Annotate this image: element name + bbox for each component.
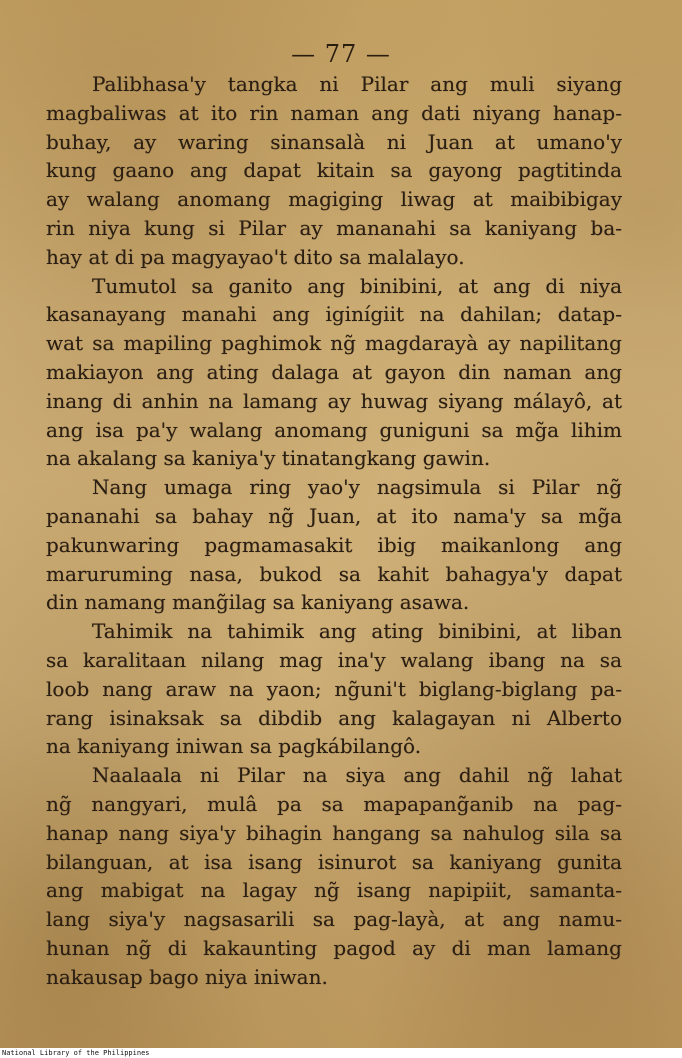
text-line: Tumutol sa ganito ang binibini, at ang di niya <box>92 273 622 298</box>
page-number: — 77 — <box>291 40 391 68</box>
footer-credit: National Library of the Philippines <box>2 1049 150 1057</box>
text-line: pananahi sa bahay ng̃ Juan, at ito nama'y sa mg̃a <box>46 503 622 528</box>
paragraph <box>46 473 622 617</box>
text-line: loob nang araw na yaon; ng̃uni't biglang-biglang pa- <box>46 676 622 701</box>
text-line: pakunwaring pagmamasakit ibig maikanlong ang <box>46 532 622 557</box>
text-line: ang mabigat na lagay ng̃ isang napipiit, samanta- <box>46 878 622 903</box>
text-line: rang isinaksak sa dibdib ang kalagayan ni Alberto <box>46 705 622 730</box>
paragraph <box>46 617 622 761</box>
paragraph <box>46 70 622 272</box>
text-line: lang siya'y nagsasarili sa pag-layà, at ang namu- <box>46 907 622 932</box>
text-line: ang isa pa'y walang anomang guniguni sa mg̃a lihim <box>46 417 622 442</box>
text-line: hay at di pa magyayao't dito sa malalayo. <box>46 244 465 269</box>
text-line: na kaniyang iniwan sa pagkábilangô. <box>46 734 422 759</box>
text-line: makiayon ang ating dalaga at gayon din naman ang <box>46 359 622 384</box>
text-line: ng̃ nangyari, mulâ pa sa mapapang̃anib na pag- <box>46 791 622 816</box>
text-line: hunan ng̃ di kakaunting pagod ay di man lamang <box>46 935 622 960</box>
text-line: hanap nang siya'y bihagin hangang sa nahulog sila sa <box>46 820 622 845</box>
text-line: kung gaano ang dapat kitain sa gayong pagtitinda <box>46 158 622 183</box>
text-line: bilanguan, at isa isang isinurot sa kaniyang gunita <box>46 849 622 874</box>
text-line: sa karalitaan nilang mag ina'y walang ibang na sa <box>46 647 622 672</box>
text-line: na akalang sa kaniya'y tinatangkang gawin. <box>46 446 491 471</box>
text-line: din namang mang̃ilag sa kaniyang asawa. <box>46 590 470 615</box>
paragraph <box>46 272 622 474</box>
text-line: buhay, ay waring sinansalà ni Juan at umano'y <box>46 129 622 154</box>
text-line: wat sa mapiling paghimok ng̃ magdarayà ay napilitang <box>46 331 622 356</box>
text-line: rin niya kung si Pilar ay mananahi sa kaniyang ba- <box>46 215 622 240</box>
text-line: Palibhasa'y tangka ni Pilar ang muli siyang <box>92 72 622 96</box>
text-line: inang di anhin na lamang ay huwag siyang málayô, at <box>46 388 622 413</box>
footer-bar <box>0 1048 682 1058</box>
body-text <box>46 70 622 992</box>
text-line: Tahimik na tahimik ang ating binibini, at liban <box>92 619 622 644</box>
text-line: nakausap bago niya iniwan. <box>46 964 328 989</box>
text-line: Naalaala ni Pilar na siya ang dahil ng̃ lahat <box>92 763 622 788</box>
text-line: maruruming nasa, bukod sa kahit bahagya'y dapat <box>46 561 622 586</box>
text-line: kasanayang manahi ang iginígiit na dahilan; datap- <box>46 302 622 327</box>
text-line: magbaliwas at ito rin naman ang dati niyang hanap- <box>46 100 622 125</box>
text-line: Nang umaga ring yao'y nagsimula si Pilar ng̃ <box>92 475 622 500</box>
text-line: ay walang anomang magiging liwag at maibibigay <box>46 187 622 212</box>
paragraph <box>46 761 622 991</box>
